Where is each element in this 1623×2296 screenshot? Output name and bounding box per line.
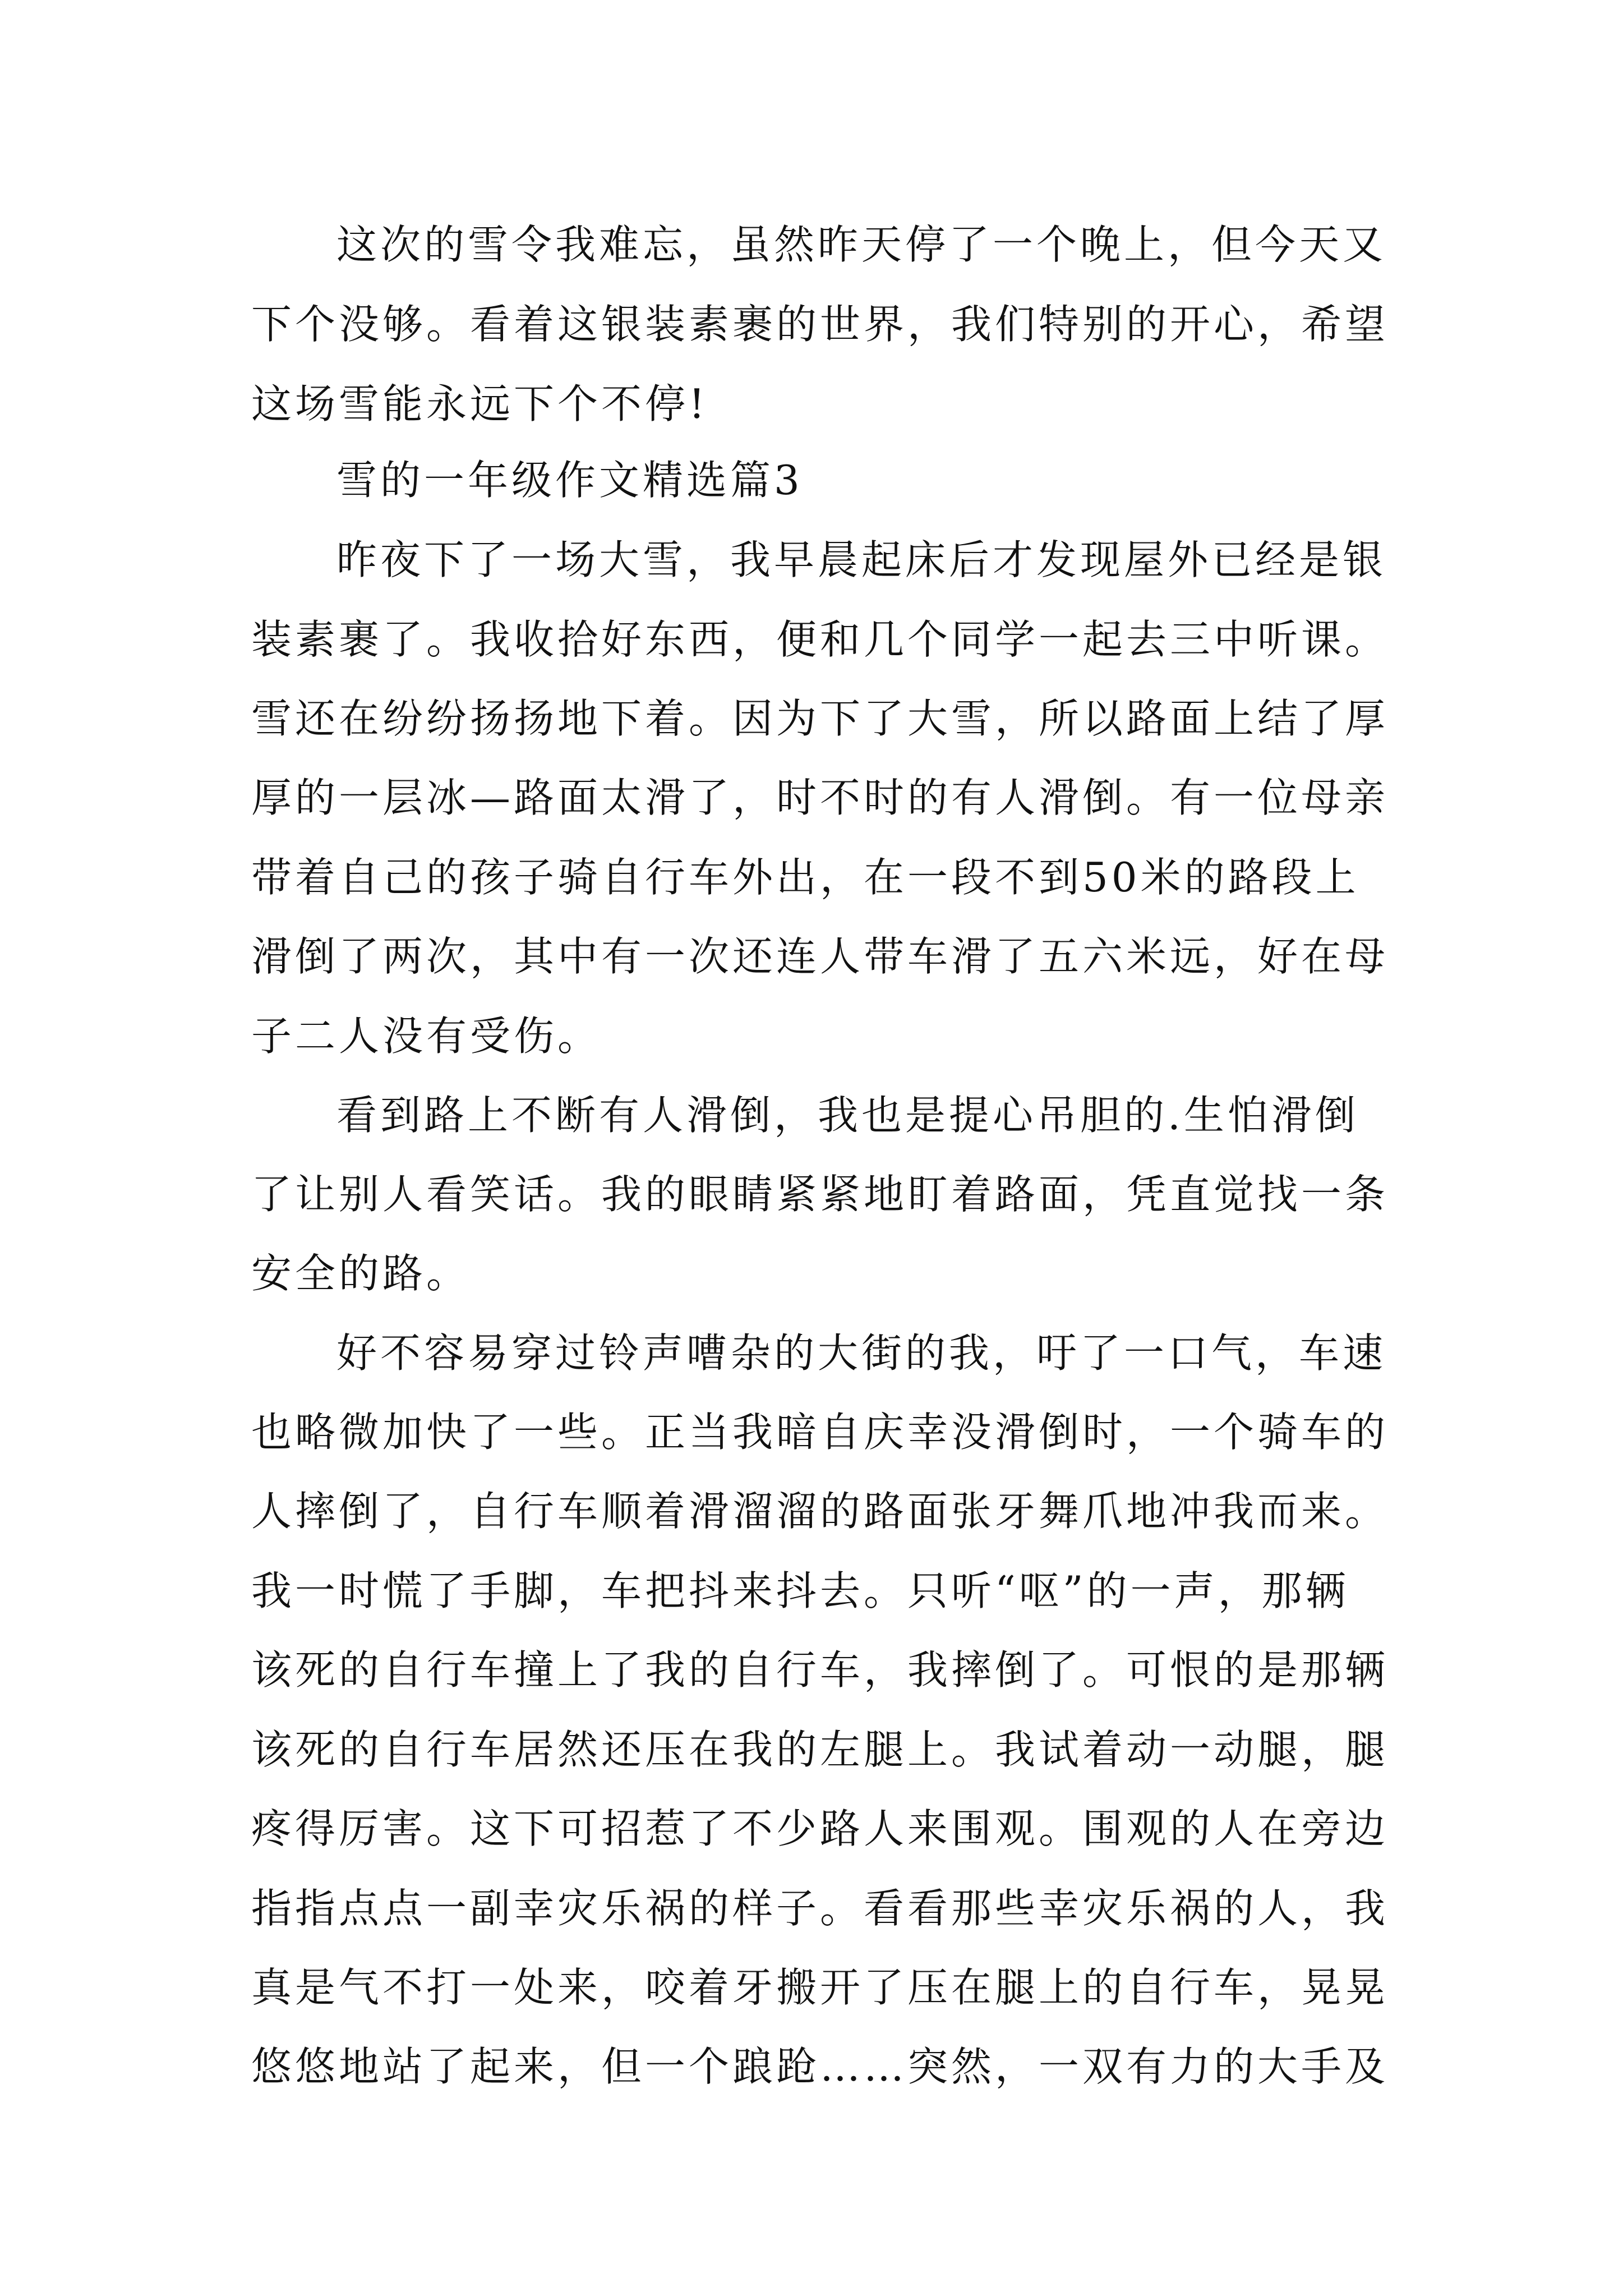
- text-line: 带着自己的孩子骑自行车外出，在一段不到50米的路段上: [251, 854, 1359, 901]
- text-line: 悠悠地站了起来，但一个踉跄……突然，一双有力的大手及: [251, 2043, 1389, 2090]
- text-line: 昨夜下了一场大雪，我早晨起床后才发现屋外已经是银: [336, 536, 1387, 583]
- text-line: 真是气不打一处来，咬着牙搬开了压在腿上的自行车，晃晃: [251, 1964, 1389, 2011]
- text-line: 看到路上不断有人滑倒，我也是提心吊胆的.生怕滑倒: [336, 1092, 1359, 1139]
- text-line: 雪还在纷纷扬扬地下着。因为下了大雪，所以路面上结了厚: [251, 695, 1389, 742]
- text-line: 子二人没有受伤。: [251, 1013, 602, 1060]
- text-line: 该死的自行车居然还压在我的左腿上。我试着动一动腿，腿: [251, 1726, 1389, 1773]
- text-line: 疼得厉害。这下可招惹了不少路人来围观。围观的人在旁边: [251, 1805, 1389, 1852]
- text-line: 下个没够。看着这银装素裹的世界，我们特别的开心，希望: [251, 301, 1389, 348]
- text-line: 好不容易穿过铃声嘈杂的大街的我，吁了一口气，车速: [336, 1329, 1387, 1377]
- text-line: 厚的一层冰—路面太滑了，时不时的有人滑倒。有一位母亲: [251, 774, 1389, 821]
- text-line: 滑倒了两次，其中有一次还连人带车滑了五六米远，好在母: [251, 933, 1389, 980]
- text-line: 这场雪能永远下个不停!: [251, 380, 708, 427]
- section-heading: 雪的一年级作文精选篇3: [336, 457, 803, 504]
- text-line: 我一时慌了手脚，车把抖来抖去。只听“呕”的一声，那辆: [251, 1567, 1349, 1614]
- text-line: 也略微加快了一些。正当我暗自庆幸没滑倒时，一个骑车的: [251, 1409, 1389, 1456]
- text-line: 该死的自行车撞上了我的自行车，我摔倒了。可恨的是那辆: [251, 1646, 1389, 1694]
- text-line: 了让别人看笑话。我的眼睛紧紧地盯着路面，凭直觉找一条: [251, 1171, 1389, 1218]
- text-line: 这次的雪令我难忘，虽然昨天停了一个晚上，但今天又: [336, 221, 1387, 268]
- text-line: 安全的路。: [251, 1250, 471, 1297]
- text-line: 人摔倒了，自行车顺着滑溜溜的路面张牙舞爪地冲我而来。: [251, 1488, 1389, 1535]
- text-line: 指指点点一副幸灾乐祸的样子。看看那些幸灾乐祸的人，我: [251, 1885, 1389, 1932]
- text-line: 装素裹了。我收拾好东西，便和几个同学一起去三中听课。: [251, 616, 1389, 663]
